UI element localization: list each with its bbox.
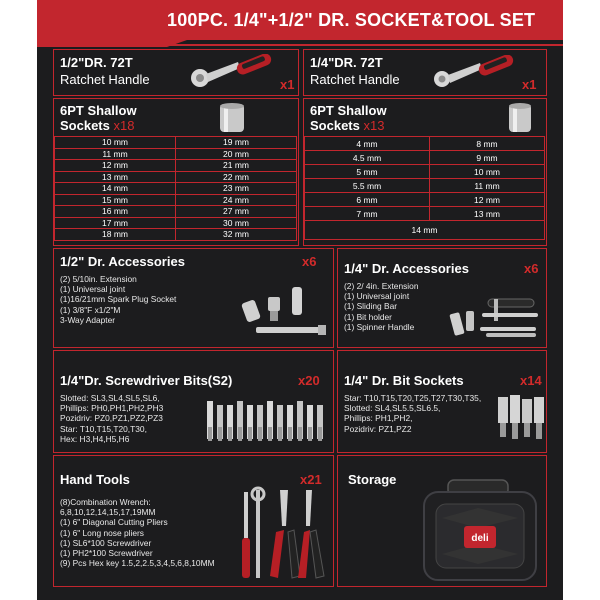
list-item: (1) 3/8"F x1/2"M: [60, 304, 121, 315]
socket-size-cell: 30 mm: [176, 217, 297, 229]
list-item: 6,8,10,12,14,15,17,19MM: [60, 507, 156, 518]
list-item: (2) 2/ 4in. Extension: [344, 281, 419, 291]
accessories-quarter-list: [344, 281, 418, 332]
table-row: [305, 151, 545, 165]
socket-size-cell: 17 mm: [55, 217, 176, 229]
socket-size-cell: 4.5 mm: [305, 151, 430, 165]
spacer: [540, 102, 541, 103]
list-item: (1) 6" Diagonal Cutting Pliers: [60, 517, 168, 528]
hand-tools-list: [60, 497, 215, 568]
panel-accessories-half: [53, 248, 334, 348]
socket-size-cell: 11 mm: [430, 179, 545, 193]
storage-case-icon: [418, 478, 542, 584]
socket-size-cell: 19 mm: [176, 137, 297, 149]
socket-size-cell: 13 mm: [430, 207, 545, 221]
sockets-half-title-text: Sockets: [60, 118, 110, 133]
socket-size-cell: 8 mm: [430, 137, 545, 151]
list-item: Star: T10,T15,T20,T30,: [60, 423, 147, 434]
socket-size-cell: 20 mm: [176, 148, 297, 160]
list-item: (1) 6" Long nose pliers: [60, 527, 144, 538]
accessories-quarter-qty: x6: [524, 261, 539, 276]
hand-tools-title: Hand Tools: [60, 472, 130, 487]
socket-size-cell: 13 mm: [55, 171, 176, 183]
page-title: 100PC. 1/4"+1/2" DR. SOCKET&TOOL SET: [167, 10, 536, 30]
hand-tools-icon: [240, 486, 332, 582]
socket-size-cell: 15 mm: [55, 194, 176, 206]
socket-size-cell: 14 mm: [55, 183, 176, 195]
sockets-quarter-qty: x13: [363, 118, 385, 133]
socket-size-cell: 10 mm: [55, 137, 176, 149]
panel-ratchet-quarter: [303, 49, 547, 96]
socket-size-cell: 27 mm: [176, 206, 297, 218]
panel-screwdriver-bits: [53, 350, 334, 453]
socket-size-cell: 12 mm: [55, 160, 176, 172]
list-item: (8)Combination Wrench:: [60, 497, 151, 507]
socket-icon: [504, 102, 536, 134]
list-item: (9) Pcs Hex key 1.5,2,2.5,3,4,5,6,8,10MM: [60, 558, 215, 569]
table-row: [55, 229, 297, 241]
list-item: (1) SL6*100 Screwdriver: [60, 537, 152, 548]
table-row: [305, 179, 545, 193]
socket-size-cell: 22 mm: [176, 171, 297, 183]
socket-size-cell: 5.5 mm: [305, 179, 430, 193]
socket-size-cell: 32 mm: [176, 229, 297, 241]
socket-size-cell: 21 mm: [176, 160, 297, 172]
brand-logo: deli: [471, 533, 489, 544]
bit-sockets-title: 1/4" Dr. Bit Sockets: [344, 373, 464, 388]
panel-hand-tools: [53, 455, 334, 587]
table-row: [55, 194, 297, 206]
table-row: [55, 206, 297, 218]
bits-title: 1/4"Dr. Screwdriver Bits(S2): [60, 373, 233, 388]
list-item: Hex: H3,H4,H5,H6: [60, 433, 130, 444]
list-item: (1) Sliding Bar: [344, 301, 398, 312]
list-item: (1) PH2*100 Screwdriver: [60, 548, 153, 559]
list-item: Pozidriv: PZ1,PZ2: [344, 423, 412, 434]
accessories-half-qty: x6: [302, 254, 317, 269]
table-row: [55, 171, 297, 183]
socket-size-cell: 16 mm: [55, 206, 176, 218]
list-item: Star: T10,T15,T20,T25,T27,T30,T35,: [344, 393, 482, 403]
accessories-half-title: 1/2" Dr. Accessories: [60, 254, 185, 269]
ratchet-quarter-title-line1: 1/4"DR. 72T: [310, 55, 383, 70]
socket-size-cell: 4 mm: [305, 137, 430, 151]
socket-size-cell: 12 mm: [430, 193, 545, 207]
table-row: [305, 221, 545, 240]
table-row: [305, 193, 545, 207]
sockets-quarter-title-text: Sockets: [310, 118, 360, 133]
table-row: [55, 160, 297, 172]
sockets-half-qty: x18: [113, 118, 135, 133]
bits-list: [60, 393, 163, 444]
list-item: Pozidriv: PZ0,PZ1,PZ2,PZ3: [60, 413, 163, 424]
table-row: [55, 148, 297, 160]
list-item: Slotted: SL4,SL5.5,SL6.5,: [344, 403, 441, 414]
table-row: [305, 207, 545, 221]
list-item: Slotted: SL3,SL4,SL5,SL6,: [60, 393, 160, 403]
socket-size-cell: 7 mm: [305, 207, 430, 221]
socket-size-cell: 14 mm: [305, 221, 545, 240]
list-item: 3-Way Adapter: [60, 314, 116, 325]
screwdriver-bits-icon: [204, 399, 330, 449]
ratchet-half-qty: x1: [280, 77, 295, 92]
socket-size-cell: 23 mm: [176, 183, 297, 195]
socket-size-cell: 24 mm: [176, 194, 297, 206]
ratchet-handle-icon: [424, 55, 516, 91]
sockets-quarter-title-line2: [310, 118, 384, 133]
ratchet-handle-icon: [182, 54, 274, 90]
spacer: [537, 102, 538, 103]
ratchet-quarter-title-line2: Ratchet Handle: [310, 72, 400, 87]
product-sheet: [37, 0, 563, 600]
table-row: [55, 217, 297, 229]
socket-size-cell: 10 mm: [430, 165, 545, 179]
list-item: (1) Spinner Handle: [344, 321, 415, 332]
panel-storage: [337, 455, 547, 587]
list-item: (1) Universal joint: [60, 284, 126, 295]
socket-size-cell: 11 mm: [55, 148, 176, 160]
panel-sockets-half: [53, 98, 299, 246]
bits-qty: x20: [298, 373, 320, 388]
hand-tools-qty: x21: [300, 472, 322, 487]
panel-sockets-quarter: [303, 98, 547, 246]
list-item: Phillips: PH0,PH1,PH2,PH3: [60, 403, 164, 414]
table-row: [55, 183, 297, 195]
panel-ratchet-half: [53, 49, 299, 96]
ratchet-half-title-line1: 1/2"DR. 72T: [60, 55, 133, 70]
header-bar: [37, 0, 563, 47]
sockets-half-table: [54, 136, 297, 241]
ratchet-quarter-qty: x1: [522, 77, 537, 92]
table-row: [55, 137, 297, 149]
sockets-half-title-line1: 6PT Shallow: [60, 103, 137, 118]
bit-sockets-list: [344, 393, 481, 434]
socket-size-cell: 5 mm: [305, 165, 430, 179]
sockets-quarter-title-line1: 6PT Shallow: [310, 103, 387, 118]
panel-bit-sockets: [337, 350, 547, 453]
list-item: (1) Universal joint: [344, 291, 410, 302]
ratchet-half-title-line2: Ratchet Handle: [60, 72, 150, 87]
bit-sockets-qty: x14: [520, 373, 542, 388]
accessories-icon: [234, 281, 330, 341]
sockets-quarter-table: [304, 136, 545, 240]
sockets-half-title-line2: [60, 118, 134, 133]
accessories-quarter-title: 1/4" Dr. Accessories: [344, 261, 469, 276]
socket-size-cell: 18 mm: [55, 229, 176, 241]
table-row: [305, 137, 545, 151]
socket-icon: [214, 102, 250, 134]
accessories-icon: [442, 293, 546, 345]
list-item: Phillips: PH1,PH2,: [344, 413, 413, 424]
accessories-half-list: [60, 274, 176, 325]
bit-sockets-icon: [496, 391, 546, 449]
list-item: (1) Bit holder: [344, 311, 392, 322]
socket-size-cell: 9 mm: [430, 151, 545, 165]
list-item: (2) 5/10in. Extension: [60, 274, 137, 284]
panel-accessories-quarter: [337, 248, 547, 348]
list-item: (1)16/21mm Spark Plug Socket: [60, 294, 177, 305]
storage-title: Storage: [348, 472, 397, 487]
socket-size-cell: 6 mm: [305, 193, 430, 207]
spacer: [542, 102, 543, 103]
table-row: [305, 165, 545, 179]
